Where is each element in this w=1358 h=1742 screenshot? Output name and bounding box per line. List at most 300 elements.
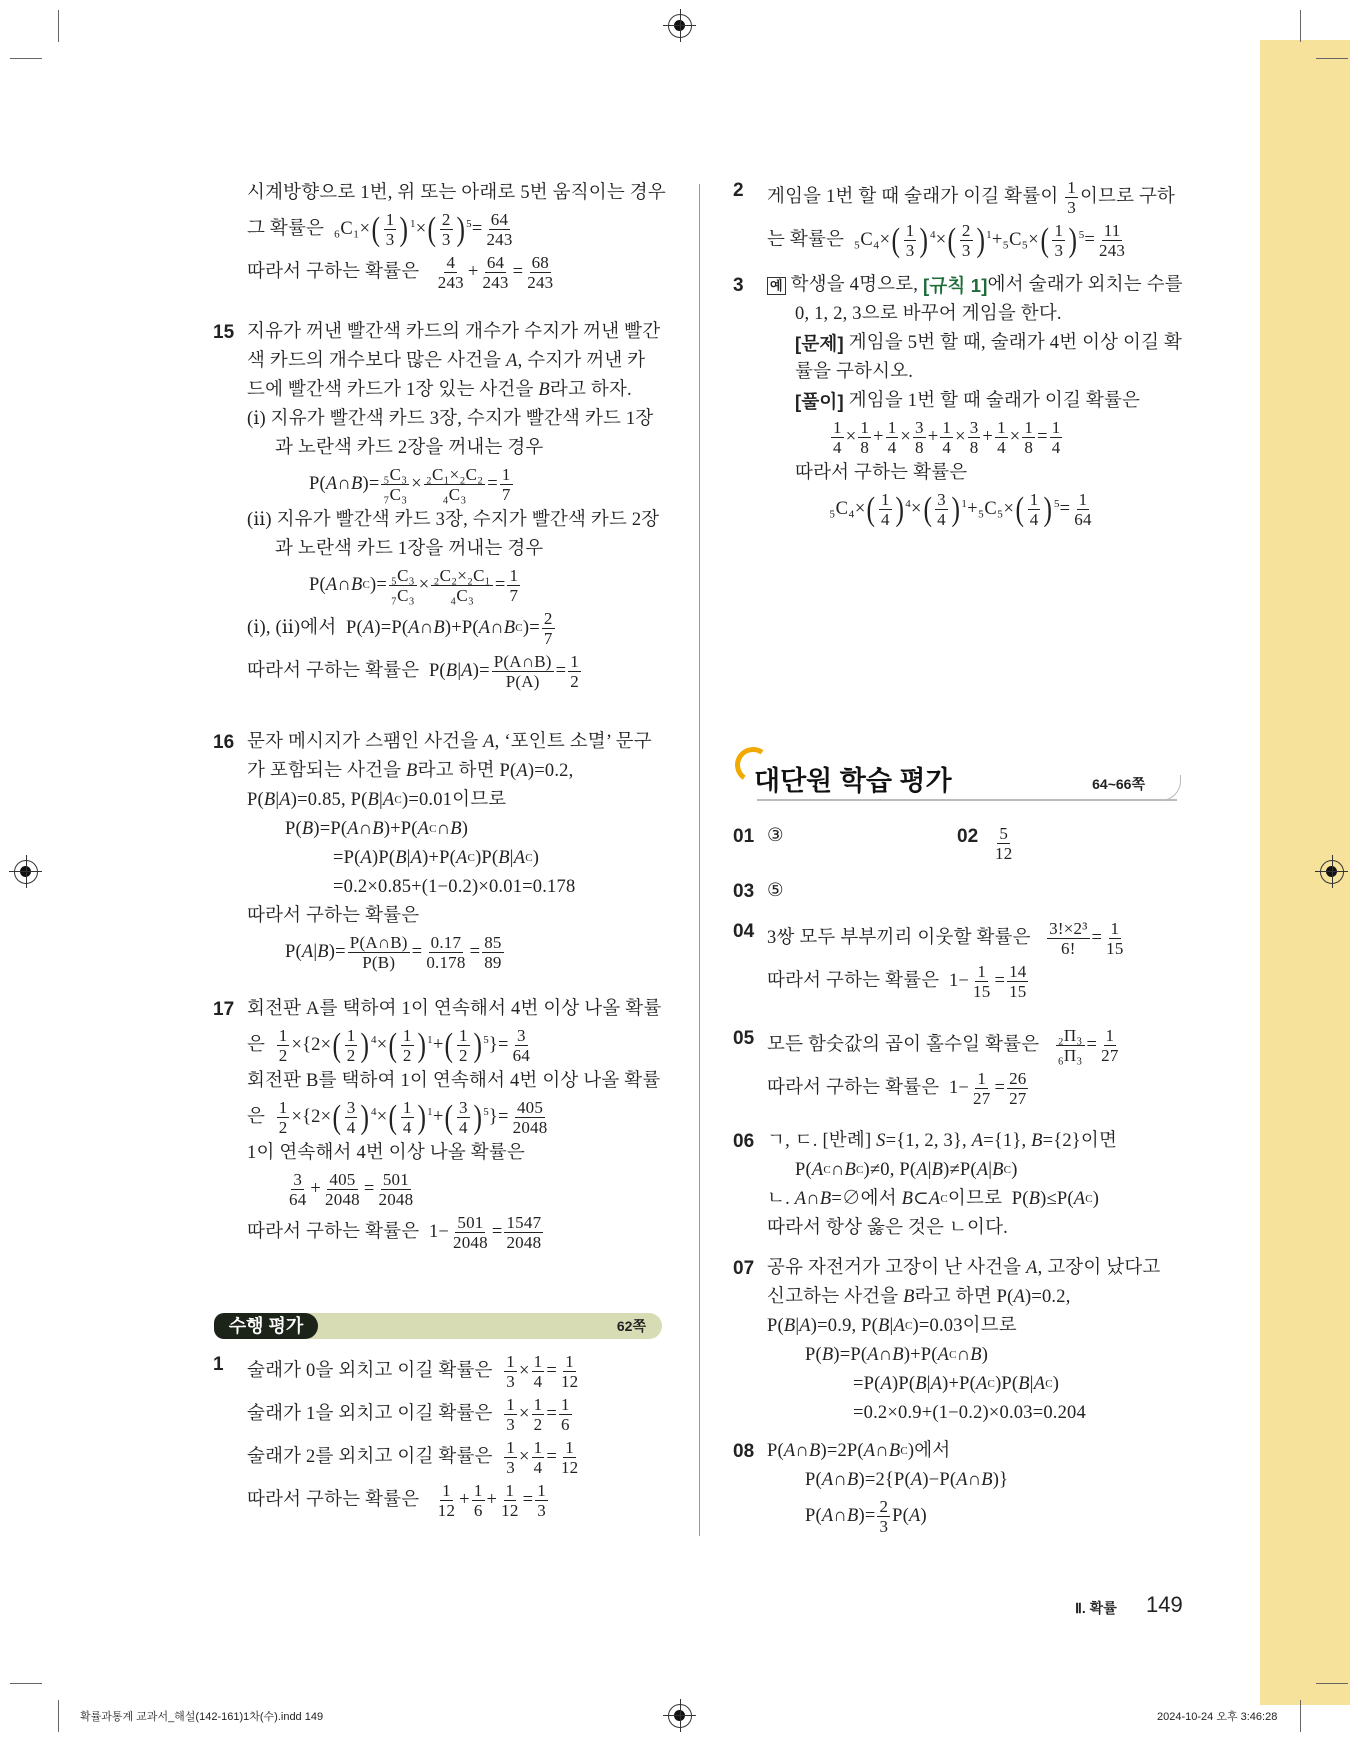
text-run: |: [795, 1316, 800, 1336]
numerator: 1: [560, 1395, 570, 1414]
text-run: +₅C₅×: [967, 499, 1015, 519]
superscript: C: [949, 1349, 957, 1361]
page-number: 149: [1146, 1592, 1183, 1617]
exponent: 4: [371, 1034, 377, 1046]
text-run: )P(: [995, 1374, 1019, 1394]
text-run: P(: [285, 819, 302, 839]
math-variable: B: [433, 618, 445, 638]
superscript: C: [429, 823, 437, 835]
fraction: [431, 564, 492, 607]
item-body: [247, 318, 665, 693]
paren: ): [417, 1098, 426, 1136]
denominator: 243: [527, 273, 554, 292]
paren: (: [388, 1098, 398, 1136]
math-variable: B: [844, 1160, 856, 1180]
denominator: 0.178: [426, 953, 466, 972]
paren: (: [444, 1098, 454, 1136]
text-run: ∩: [833, 1506, 847, 1526]
paren: ): [456, 210, 465, 248]
numerator: 1: [537, 1481, 546, 1500]
math-variable: A: [821, 1506, 834, 1526]
text-run: =P(: [853, 1374, 881, 1394]
text-run: 문자 메시지가 스팸인 사건을: [247, 732, 484, 752]
paren: ): [473, 1026, 482, 1064]
superscript: C: [1085, 1193, 1093, 1205]
denominator: 27: [1009, 1089, 1027, 1108]
math-variable: A: [301, 942, 314, 962]
text-line: [767, 358, 1185, 387]
item-body: [767, 271, 1185, 531]
text-run: ×: [418, 575, 430, 595]
text-run: )−P(: [922, 1470, 957, 1490]
performance-solution-3: [733, 271, 1185, 531]
answer-01: [733, 822, 933, 851]
text-run: )=: [522, 618, 540, 638]
text-run: P(: [795, 1160, 812, 1180]
fraction: [1022, 416, 1035, 459]
fraction: [913, 416, 926, 459]
text-run: )=0.01이므로: [401, 790, 507, 810]
numerator: 1: [565, 1438, 574, 1457]
bracket-label: [문제]: [795, 333, 844, 354]
text-run: |: [927, 1160, 932, 1180]
text-run: (ⅱ) 지유가 빨간색 카드 3장, 수지가 빨간색 카드 2장: [247, 510, 660, 530]
fraction: [389, 564, 417, 607]
text-run: 률을 구하시오.: [795, 362, 914, 382]
text-line: [767, 1399, 1185, 1428]
numerator: 1: [533, 1438, 543, 1457]
answer-05: [733, 1024, 1185, 1110]
denominator: 4: [1051, 438, 1061, 457]
text-run: )=2{P(: [858, 1470, 911, 1490]
parenthesized-power: [443, 1096, 488, 1139]
exponent: 1: [986, 229, 992, 241]
numerator: 64: [490, 210, 509, 229]
solution-14-continued: [213, 179, 665, 294]
numerator: ₅C₃: [383, 465, 408, 484]
numerator: 3: [516, 1026, 526, 1045]
fraction: [1104, 917, 1125, 960]
exponent: 4: [371, 1106, 377, 1118]
fraction: [504, 1350, 517, 1393]
text-line: [247, 931, 665, 974]
numerator: 3: [346, 1098, 356, 1117]
math-variable: A: [410, 848, 423, 868]
math-variable: B: [783, 1316, 796, 1336]
text-run: 따라서 구하는 확률은: [247, 1490, 434, 1510]
item-body: [767, 1127, 1185, 1243]
numerator: 3: [969, 418, 979, 437]
math-variable: A: [382, 790, 395, 810]
text-run: 과 노란색 카드 1장을 꺼내는 경우: [275, 539, 544, 559]
item-body: [767, 917, 1185, 1003]
exponent: 1: [410, 218, 416, 230]
denominator: ₇C₃: [383, 485, 408, 504]
unit-review-heading: [735, 742, 1183, 802]
fraction: [877, 1495, 890, 1538]
answer-08: [733, 1437, 1185, 1538]
denominator: 4: [533, 1372, 543, 1391]
math-variable: B: [931, 1160, 944, 1180]
fraction: [1065, 176, 1078, 219]
paren: (: [1040, 221, 1050, 259]
text-run: +: [310, 1179, 322, 1199]
text-run: ⊂: [913, 1189, 929, 1209]
paren: ): [399, 210, 409, 248]
superscript: C: [900, 1445, 908, 1457]
math-variable: B: [1031, 1131, 1043, 1151]
text-run: )≤P(: [1040, 1189, 1074, 1209]
fraction: [971, 960, 992, 1003]
denominator: 4: [881, 510, 890, 529]
fraction: [879, 488, 892, 531]
text-run: 는 확률은 ₅C₄×: [767, 230, 891, 250]
denominator: 6!: [1061, 939, 1076, 958]
paren: ): [1043, 490, 1053, 528]
fraction: [507, 564, 520, 607]
numerator: 5: [999, 824, 1009, 843]
numerator: 1: [473, 1481, 483, 1500]
fraction: [457, 1096, 470, 1139]
text-run: 라고 하자.: [549, 380, 632, 400]
math-variable: A: [1073, 1189, 1086, 1209]
numerator: 14: [1009, 962, 1027, 981]
fraction: [886, 416, 899, 459]
fraction: [499, 1479, 520, 1522]
text-run: ∩: [358, 819, 373, 839]
answer-04: [733, 917, 1185, 1003]
math-variable: A: [971, 1131, 984, 1151]
numerator: 3: [915, 418, 924, 437]
denominator: 3: [1054, 241, 1064, 260]
math-variable: A: [928, 1189, 941, 1209]
exponent: 1: [427, 1106, 433, 1118]
paren: ): [976, 221, 985, 259]
text-run: +: [467, 262, 479, 282]
file-slug: 확률과통계 교과서_해설(142-161)1차(수).indd 149: [80, 1711, 324, 1723]
text-line: [767, 1127, 1185, 1156]
text-run: |: [378, 790, 383, 810]
text-run: 술래가 1을 외치고 이길 확률은: [247, 1404, 503, 1424]
text-line: [767, 1024, 1185, 1067]
crop-mark: [10, 1683, 42, 1684]
numerator: 501: [382, 1170, 409, 1189]
fraction: [858, 416, 871, 459]
denominator: 2048: [378, 1190, 414, 1209]
text-run: )=P(: [374, 618, 409, 638]
math-variable: B: [992, 1160, 1004, 1180]
text-run: ): [461, 819, 469, 839]
text-line: [247, 1168, 665, 1211]
parenthesized-power: [1014, 488, 1059, 531]
text-run: +: [432, 1035, 444, 1055]
paren: (: [427, 210, 437, 248]
parenthesized-power: [443, 1024, 488, 1067]
text-line: [767, 1370, 1185, 1399]
exponent: 5: [1078, 229, 1085, 241]
text-run: ×: [376, 1107, 388, 1127]
denominator: 2: [402, 1046, 412, 1065]
superscript: C: [1003, 1164, 1012, 1176]
text-line: [247, 434, 665, 463]
text-run: 공유 자전거가 고장이 난 사건을: [767, 1258, 1027, 1278]
text-run: )=: [370, 575, 387, 595]
math-variable: A: [910, 1470, 923, 1490]
text-line: [767, 271, 1185, 300]
denominator: ₇C₃: [391, 586, 415, 605]
performance-assessment-page: 62쪽: [616, 1318, 646, 1334]
text-line: [247, 757, 665, 786]
fraction: [277, 1024, 290, 1067]
numerator: 1: [402, 1026, 412, 1045]
exponent: 1: [427, 1034, 433, 1046]
numerator: 1: [887, 418, 897, 437]
text-run: P(: [892, 1506, 910, 1526]
paren: ): [951, 490, 960, 528]
math-variable: A: [362, 618, 375, 638]
text-line: [247, 844, 665, 873]
superscript: C: [515, 622, 523, 634]
text-run: =: [555, 661, 567, 681]
numerator: 1: [506, 1438, 515, 1457]
item-body: [767, 822, 933, 851]
item-body: [767, 176, 1185, 262]
paren: (: [923, 490, 932, 528]
math-variable: B: [915, 1374, 927, 1394]
math-variable: A: [408, 618, 420, 638]
text-run: ∩: [419, 618, 434, 638]
text-line: [247, 251, 665, 294]
fraction: [492, 650, 554, 693]
paren: (: [1015, 490, 1025, 528]
math-variable: B: [503, 618, 516, 638]
superscript: C: [1045, 1378, 1053, 1390]
text-line: [247, 1393, 665, 1436]
answer-02: [957, 822, 1157, 865]
fraction: [472, 1479, 485, 1522]
text-run: =: [471, 219, 483, 239]
print-timestamp: 2024-10-24 오후 3:46:28: [1157, 1711, 1278, 1723]
denominator: 2: [346, 1046, 356, 1065]
text-line: [247, 786, 665, 815]
heading-underline-corner: [1155, 775, 1181, 801]
text-run: ): [532, 848, 540, 868]
math-variable: A: [516, 761, 528, 781]
item-number: 3: [733, 275, 744, 296]
math-variable: A: [916, 1160, 928, 1180]
text-run: ={2}이면: [1042, 1131, 1118, 1151]
crop-mark: [1316, 58, 1348, 59]
numerator: 1: [458, 1026, 468, 1045]
text-run: )=2P(: [820, 1441, 864, 1461]
fraction: [345, 1096, 358, 1139]
text-line: [247, 1436, 665, 1479]
fraction: [401, 1024, 414, 1067]
denominator: 4: [1029, 510, 1039, 529]
text-run: P(: [285, 942, 302, 962]
fraction: [532, 1350, 545, 1393]
text-run: )≠0, P(: [863, 1160, 917, 1180]
denominator: 3: [385, 230, 395, 249]
text-run: 그 확률은 ₆C₁×: [247, 219, 371, 239]
text-line: [767, 1312, 1185, 1341]
math-variable: B: [450, 819, 462, 839]
text-run: }=: [488, 1107, 509, 1127]
text-run: =: [546, 1404, 557, 1424]
text-line: [247, 650, 665, 693]
denominator: 12: [560, 1458, 579, 1477]
text-run: ∩: [956, 1345, 971, 1365]
numerator: 1: [997, 418, 1006, 437]
fraction: [993, 822, 1014, 865]
text-run: 라고 하면 P(: [417, 761, 517, 781]
math-variable: B: [846, 1506, 859, 1526]
text-run: )=0.03이므로: [912, 1316, 1017, 1336]
numerator: 2: [879, 1497, 889, 1516]
numerator: 501: [457, 1213, 484, 1232]
item-number: 01: [733, 826, 755, 847]
text-run: 술래가 2를 외치고 이길 확률은: [247, 1447, 503, 1467]
text-run: 따라서 항상 옳은 것은 ㄴ이다.: [767, 1218, 1008, 1238]
fraction: [377, 1168, 416, 1211]
text-run: ): [1092, 1189, 1100, 1209]
denominator: 243: [1099, 241, 1126, 260]
text-line: [767, 1254, 1185, 1283]
math-variable: A: [513, 848, 526, 868]
text-run: P(: [767, 1441, 784, 1461]
denominator: 12: [437, 1501, 456, 1520]
text-run: =: [494, 575, 506, 595]
text-run: 게임을 1번 할 때 술래가 이길 확률이: [767, 187, 1064, 207]
math-variable: A: [360, 848, 372, 868]
math-variable: A: [794, 1189, 807, 1209]
text-run: 드에 빨간색 카드가 1장 있는 사건을: [247, 380, 539, 400]
text-run: )+P(: [383, 819, 418, 839]
fraction: [940, 416, 953, 459]
fraction: [323, 1168, 362, 1211]
text-run: P(: [767, 1316, 784, 1336]
fraction: [960, 219, 973, 262]
fraction: [542, 607, 555, 650]
math-variable: B: [372, 819, 384, 839]
math-variable: A: [1013, 1287, 1025, 1307]
math-variable: B: [903, 1287, 915, 1307]
text-run: )=: [362, 474, 380, 494]
math-variable: B: [538, 380, 550, 400]
text-run: 색 카드의 개수보다 많은 사건을: [247, 351, 507, 371]
text-run: , 수지가 꺼낸 카: [517, 351, 646, 371]
text-line: [247, 1139, 665, 1168]
text-run: =: [1091, 928, 1103, 948]
text-run: 가 포함되는 사건을: [247, 761, 407, 781]
text-run: |: [509, 848, 514, 868]
parenthesized-power: [387, 1096, 432, 1139]
text-line: [767, 300, 1185, 329]
text-line: [767, 219, 1185, 262]
numerator: 1: [881, 490, 890, 509]
text-run: ③: [767, 826, 784, 846]
fraction: [504, 1211, 543, 1254]
text-line: [767, 387, 1185, 416]
numerator: 1: [905, 221, 915, 240]
text-run: 게임을 1번 할 때 술래가 이길 확률은: [843, 391, 1141, 411]
text-line: [767, 416, 1185, 459]
fraction: [535, 1479, 548, 1522]
text-line: [247, 208, 665, 251]
crop-mark: [1300, 10, 1301, 42]
denominator: 3: [506, 1458, 515, 1477]
text-run: ∩: [875, 1441, 889, 1461]
math-variable: A: [976, 1374, 988, 1394]
text-line: [767, 822, 933, 851]
fraction: [1028, 488, 1041, 531]
text-run: ∩: [967, 1470, 982, 1490]
text-run: ): [1011, 1160, 1018, 1180]
text-run: 1이 연속해서 4번 이상 나올 확률은: [247, 1143, 525, 1163]
item-body: [767, 1437, 1185, 1538]
paren: (: [444, 1026, 454, 1064]
text-run: |: [313, 942, 318, 962]
math-variable: A: [863, 1441, 876, 1461]
text-run: =: [491, 1222, 503, 1242]
denominator: 4: [997, 438, 1006, 457]
math-variable: A: [461, 661, 473, 681]
denominator: 12: [501, 1501, 519, 1520]
text-run: ∩: [830, 1160, 845, 1180]
math-variable: B: [445, 661, 458, 681]
item-number: 16: [213, 732, 235, 753]
denominator: 2: [278, 1118, 288, 1137]
denominator: 2048: [325, 1190, 360, 1209]
denominator: 64: [289, 1190, 307, 1209]
fraction: [1056, 1024, 1085, 1067]
math-variable: B: [878, 1316, 890, 1336]
text-line: [247, 179, 665, 208]
math-variable: A: [325, 575, 338, 595]
text-run: 신고하는 사건을: [767, 1287, 904, 1307]
denominator: 3: [879, 1517, 889, 1536]
text-run: ={1},: [983, 1131, 1032, 1151]
text-line: [767, 459, 1185, 488]
text-line: [247, 535, 665, 564]
fraction: [500, 463, 513, 506]
numerator: 3: [937, 490, 946, 509]
text-run: )+P(: [942, 1374, 976, 1394]
numerator: 64: [486, 253, 505, 272]
superscript: C: [525, 852, 533, 864]
text-run: )≠P(: [943, 1160, 977, 1180]
math-variable: A: [893, 1316, 905, 1336]
text-line: [767, 1466, 1185, 1495]
text-run: =0.2×0.85+(1−0.2)×0.01=0.178: [333, 877, 576, 897]
math-variable: B: [808, 1441, 821, 1461]
denominator: 6: [473, 1501, 483, 1520]
text-run: )=0.2,: [1024, 1287, 1071, 1307]
numerator: 1: [565, 1352, 574, 1371]
text-run: 지유가 꺼낸 빨간색 카드의 개수가 수지가 꺼낸 빨간: [247, 322, 661, 342]
math-variable: B: [317, 942, 329, 962]
text-line: [767, 1341, 1185, 1370]
denominator: 27: [1101, 1046, 1119, 1065]
superscript: C: [940, 1193, 948, 1205]
text-run: ∩: [337, 575, 351, 595]
denominator: 12: [995, 844, 1013, 863]
item-number: 07: [733, 1258, 755, 1279]
fraction: [559, 1350, 580, 1393]
text-run: )=: [328, 942, 346, 962]
text-run: ×: [910, 499, 922, 519]
parenthesized-power: [1039, 219, 1084, 262]
